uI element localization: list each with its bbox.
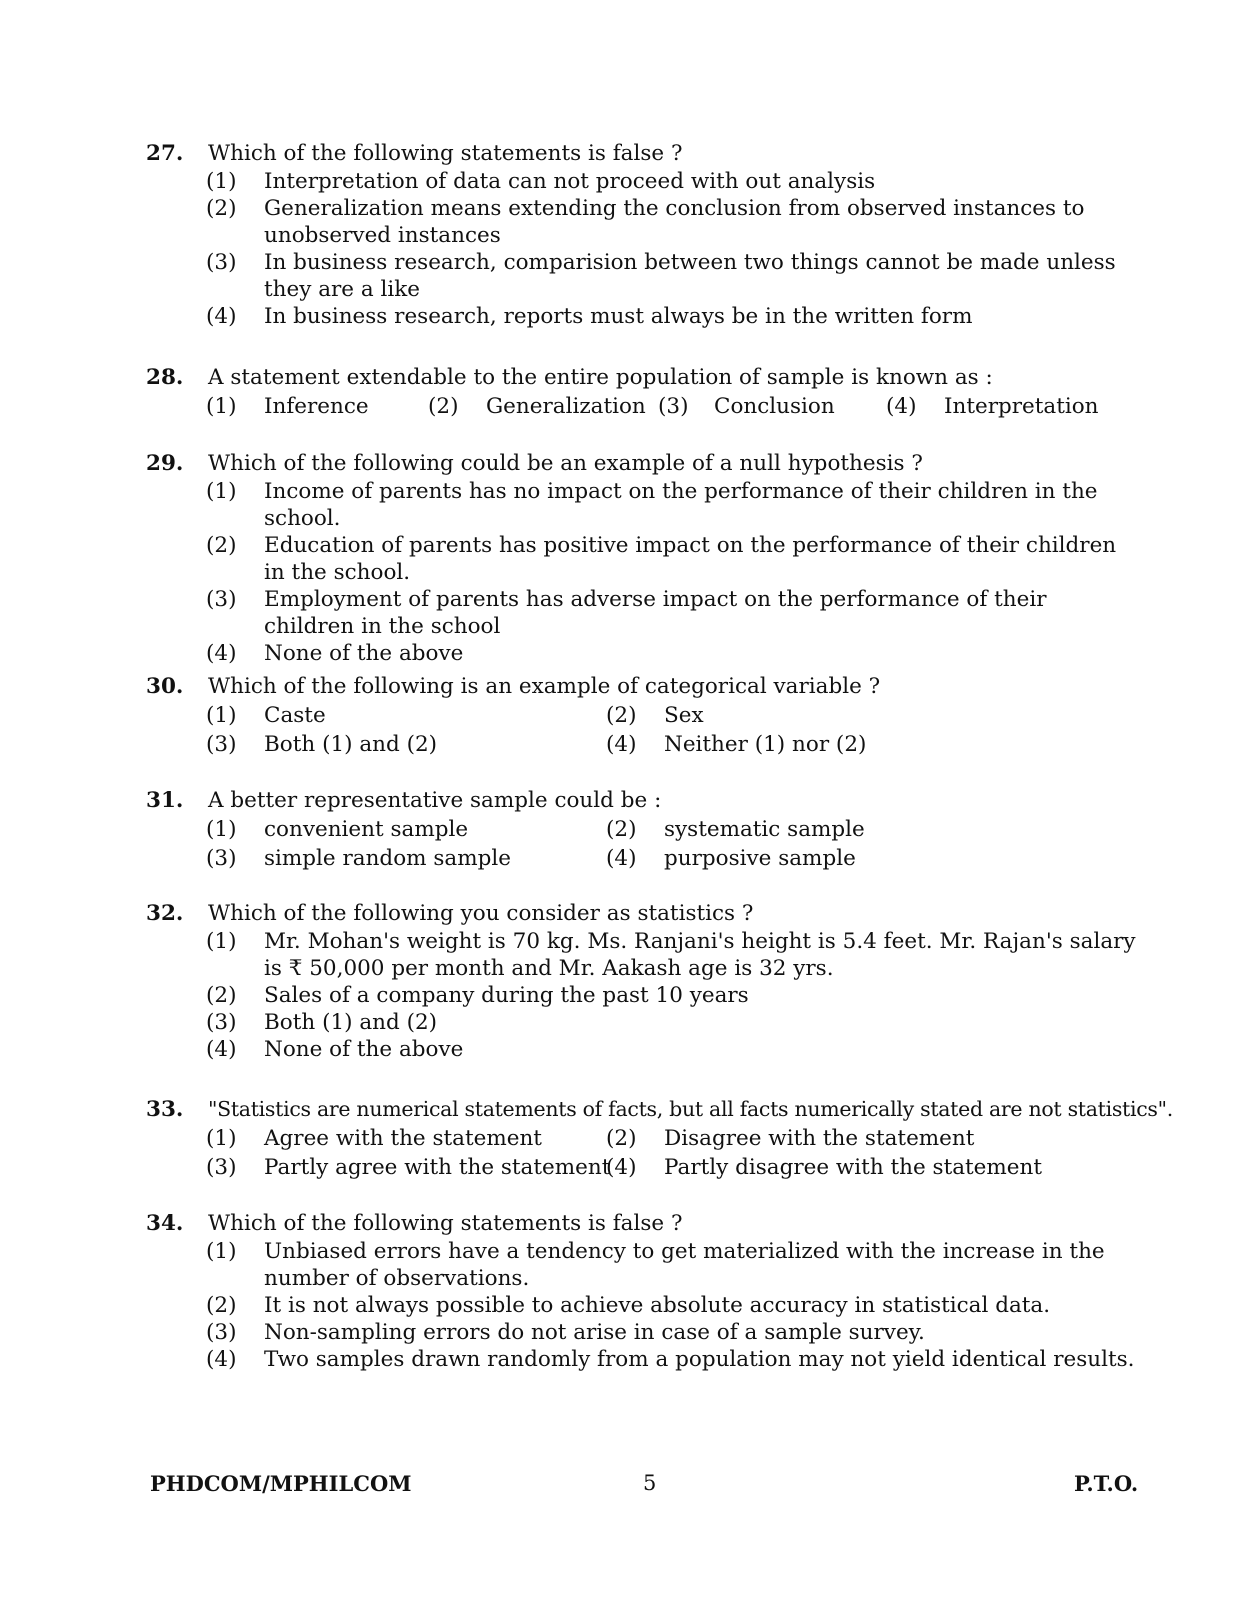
question-number: 28.	[146, 365, 184, 390]
option-number: (3)	[206, 1010, 237, 1035]
option-row	[146, 392, 1142, 421]
option-number: (4)	[606, 732, 637, 757]
question-number: 29.	[146, 451, 184, 476]
option-text: Neither (1) nor (2)	[664, 732, 867, 757]
option-text: In business research, reports must always be in the written form	[264, 304, 973, 329]
option-number: (3)	[206, 732, 237, 757]
option-text: Sales of a company during the past 10 years	[264, 983, 749, 1008]
option	[146, 640, 1142, 667]
page-footer	[0, 1471, 1240, 1501]
option-text: Both (1) and (2)	[264, 1010, 438, 1035]
option-number: (1)	[206, 1126, 237, 1151]
option-number: (3)	[206, 250, 237, 275]
option-text: None of the above	[264, 1037, 464, 1062]
question-text: A statement extendable to the entire population of sample is known as :	[208, 365, 993, 390]
option-text: Agree with the statement	[264, 1126, 542, 1151]
question-34	[146, 1209, 1142, 1373]
option	[146, 249, 1142, 303]
option-number: (2)	[206, 1293, 237, 1318]
option-text: purposive sample	[664, 846, 856, 871]
option-number: (2)	[606, 703, 637, 728]
option-number: (2)	[606, 1126, 637, 1151]
option-text: Caste	[264, 703, 326, 728]
pto-label: P.T.O.	[1074, 1471, 1139, 1496]
question-text: Which of the following statements is false ?	[208, 141, 683, 166]
option	[146, 586, 1142, 640]
option	[146, 478, 1142, 532]
option-text: Mr. Mohan's weight is 70 kg. Ms. Ranjani's height is 5.4 feet. Mr. Rajan's salary is ₹ 50,000 per month and Mr. Aakash age is 32 yrs.	[264, 929, 1136, 981]
option	[146, 928, 1142, 982]
option-row	[146, 1153, 1142, 1182]
option-text: It is not always possible to achieve absolute accuracy in statistical data.	[264, 1293, 1051, 1318]
question-text: A better representative sample could be :	[208, 788, 662, 813]
question-27	[146, 139, 1142, 330]
option-text: Unbiased errors have a tendency to get materialized with the increase in the number of observations.	[264, 1239, 1105, 1291]
option-text: Interpretation of data can not proceed with out analysis	[264, 169, 876, 194]
question-text: "Statistics are numerical statements of facts, but all facts numerically stated are not statistics".	[208, 1097, 1174, 1121]
option-number: (4)	[206, 1037, 237, 1062]
paper-code: PHDCOM/MPHILCOM	[150, 1471, 412, 1496]
option-text: Income of parents has no impact on the performance of their children in the school.	[264, 479, 1098, 531]
option-text: Both (1) and (2)	[264, 732, 438, 757]
question-31	[146, 786, 1142, 873]
question-number: 30.	[146, 674, 184, 699]
option-number: (4)	[606, 846, 637, 871]
option-number: (2)	[428, 394, 459, 419]
option	[146, 303, 1142, 330]
option-number: (3)	[206, 846, 237, 871]
option-text: None of the above	[264, 641, 464, 666]
question-text: Which of the following you consider as statistics ?	[208, 901, 754, 926]
option-row	[146, 844, 1142, 873]
option-number: (1)	[206, 394, 237, 419]
option-number: (4)	[886, 394, 917, 419]
question-30	[146, 672, 1142, 759]
question-number: 27.	[146, 141, 184, 166]
option	[146, 1292, 1142, 1319]
option-number: (3)	[206, 1155, 237, 1180]
option-text: Partly agree with the statement	[264, 1155, 611, 1180]
option-text: convenient sample	[264, 817, 469, 842]
question-32	[146, 899, 1142, 1063]
option-text: In business research, comparision between two things cannot be made unless they are a like	[264, 250, 1116, 302]
option	[146, 168, 1142, 195]
option-row	[146, 1124, 1142, 1153]
option	[146, 1238, 1142, 1292]
option	[146, 1036, 1142, 1063]
option	[146, 1009, 1142, 1036]
option	[146, 532, 1142, 586]
option-text: Sex	[664, 703, 704, 728]
option	[146, 982, 1142, 1009]
option-number: (4)	[206, 641, 237, 666]
option-text: Partly disagree with the statement	[664, 1155, 1043, 1180]
question-number: 34.	[146, 1211, 184, 1236]
option-number: (4)	[206, 304, 237, 329]
option	[146, 1346, 1142, 1373]
option-text: Employment of parents has adverse impact on the performance of their children in the school	[264, 587, 1047, 639]
option-text: Inference	[264, 394, 369, 419]
option-number: (2)	[206, 533, 237, 558]
option-number: (1)	[206, 703, 237, 728]
question-number: 32.	[146, 901, 184, 926]
option-number: (3)	[206, 587, 237, 612]
question-text: Which of the following is an example of categorical variable ?	[208, 674, 881, 699]
option-text: systematic sample	[664, 817, 865, 842]
page-number: 5	[643, 1471, 657, 1495]
option-text: simple random sample	[264, 846, 511, 871]
option-text: Education of parents has positive impact on the performance of their children in the school.	[264, 533, 1117, 585]
option-number: (3)	[658, 394, 689, 419]
option-number: (1)	[206, 479, 237, 504]
option-text: Interpretation	[944, 394, 1099, 419]
question-text: Which of the following could be an example of a null hypothesis ?	[208, 451, 923, 476]
option-row	[146, 815, 1142, 844]
option-text: Generalization	[486, 394, 646, 419]
question-33	[146, 1095, 1174, 1182]
option-number: (1)	[206, 817, 237, 842]
question-number: 33.	[146, 1097, 184, 1122]
question-29	[146, 449, 1142, 667]
question-text: Which of the following statements is false ?	[208, 1211, 683, 1236]
option-number: (1)	[206, 169, 237, 194]
option-text: Two samples drawn randomly from a population may not yield identical results.	[264, 1347, 1135, 1372]
option-number: (4)	[606, 1155, 637, 1180]
option-text: Non-sampling errors do not arise in case of a sample survey.	[264, 1320, 925, 1345]
question-number: 31.	[146, 788, 184, 813]
option-text: Disagree with the statement	[664, 1126, 975, 1151]
option-number: (2)	[606, 817, 637, 842]
option-number: (1)	[206, 1239, 237, 1264]
option-row	[146, 701, 1142, 730]
option-text: Conclusion	[714, 394, 835, 419]
option-row	[146, 730, 1142, 759]
option-number: (2)	[206, 983, 237, 1008]
option	[146, 195, 1142, 249]
option-text: Generalization means extending the conclusion from observed instances to unobserved instances	[264, 196, 1085, 248]
option-number: (1)	[206, 929, 237, 954]
option-number: (3)	[206, 1320, 237, 1345]
question-28	[146, 363, 1142, 421]
option	[146, 1319, 1142, 1346]
option-number: (2)	[206, 196, 237, 221]
option-number: (4)	[206, 1347, 237, 1372]
